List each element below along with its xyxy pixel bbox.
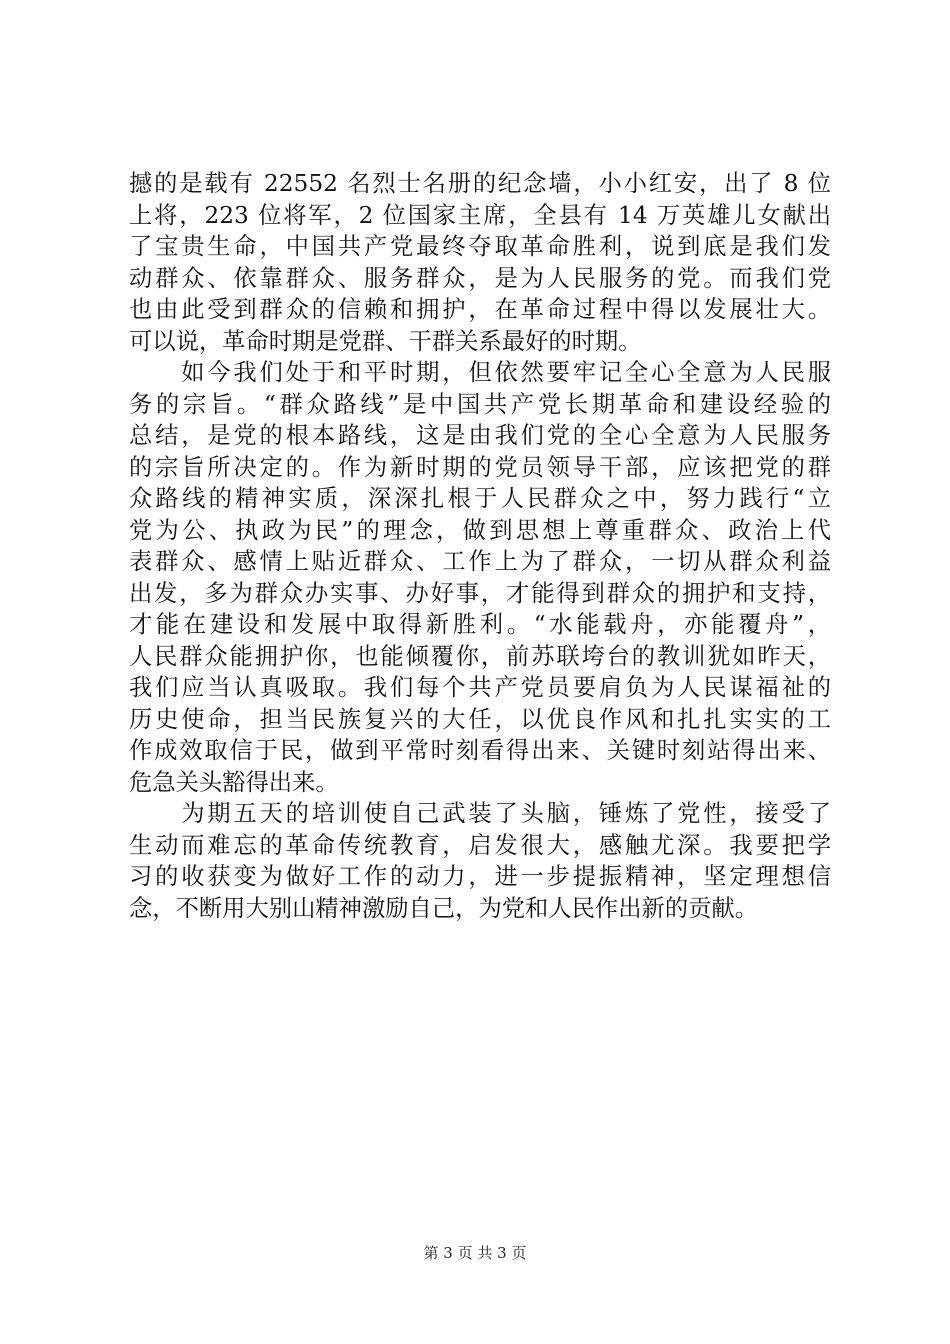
text-line: 也由此受到群众的信赖和拥护，在革命过程中得以发展壮大。 bbox=[129, 296, 831, 323]
text-line: 总结，是党的根本路线，这是由我们党的全心全意为人民服务 bbox=[129, 422, 831, 449]
text-line: 的宗旨所决定的。作为新时期的党员领导干部，应该把党的群 bbox=[129, 453, 831, 481]
body-text bbox=[129, 168, 831, 924]
text-line: 动群众、依靠群众、服务群众，是为人民服务的党。而我们党 bbox=[129, 264, 831, 292]
text-line: 上将，223 位将军，2 位国家主席，全县有 14 万英雄儿女献出 bbox=[129, 201, 831, 229]
text-line: 如今我们处于和平时期，但依然要牢记全心全意为人民服 bbox=[129, 359, 831, 386]
text-line: 才能在建设和发展中取得新胜利。“水能载舟，亦能覆舟”， bbox=[129, 611, 831, 638]
text-line: 务的宗旨。“群众路线”是中国共产党长期革命和建设经验的 bbox=[129, 390, 831, 418]
text-line: 出发，多为群众办实事、办好事，才能得到群众的拥护和支持， bbox=[129, 579, 831, 607]
text-line: 了宝贵生命，中国共产党最终夺取革命胜利，说到底是我们发 bbox=[129, 233, 831, 260]
text-line: 众路线的精神实质，深深扎根于人民群众之中，努力践行“立 bbox=[129, 485, 831, 512]
text-line: 念，不断用大别山精神激励自己，为党和人民作出新的贡献。 bbox=[129, 894, 759, 922]
text-line: 人民群众能拥护你，也能倾覆你，前苏联垮台的教训犹如昨天， bbox=[129, 642, 831, 670]
text-line: 作成效取信于民，做到平常时刻看得出来、关键时刻站得出来、 bbox=[129, 737, 831, 764]
text-line: 我们应当认真吸取。我们每个共产党员要肩负为人民谋福祉的 bbox=[129, 674, 831, 701]
text-line: 表群众、感情上贴近群众、工作上为了群众，一切从群众利益 bbox=[129, 548, 831, 575]
text-line: 生动而难忘的革命传统教育，启发很大，感触尤深。我要把学 bbox=[129, 831, 831, 859]
text-line: 危急关头豁得出来。 bbox=[129, 768, 339, 796]
text-line: 习的收获变为做好工作的动力，进一步提振精神，坚定理想信 bbox=[129, 863, 831, 890]
text-line: 为期五天的培训使自己武装了头脑，锤炼了党性，接受了 bbox=[129, 800, 831, 827]
text-line: 历史使命，担当民族复兴的大任，以优良作风和扎扎实实的工 bbox=[129, 705, 831, 733]
page-footer: 第 3 页 共 3 页 bbox=[423, 1244, 527, 1262]
text-line: 党为公、执政为民”的理念，做到思想上尊重群众、政治上代 bbox=[129, 516, 831, 544]
text-line: 可以说，革命时期是党群、干群关系最好的时期。 bbox=[129, 327, 642, 355]
text-line: 撼的是载有 22552 名烈士名册的纪念墙，小小红安，出了 8 位 bbox=[129, 170, 831, 197]
